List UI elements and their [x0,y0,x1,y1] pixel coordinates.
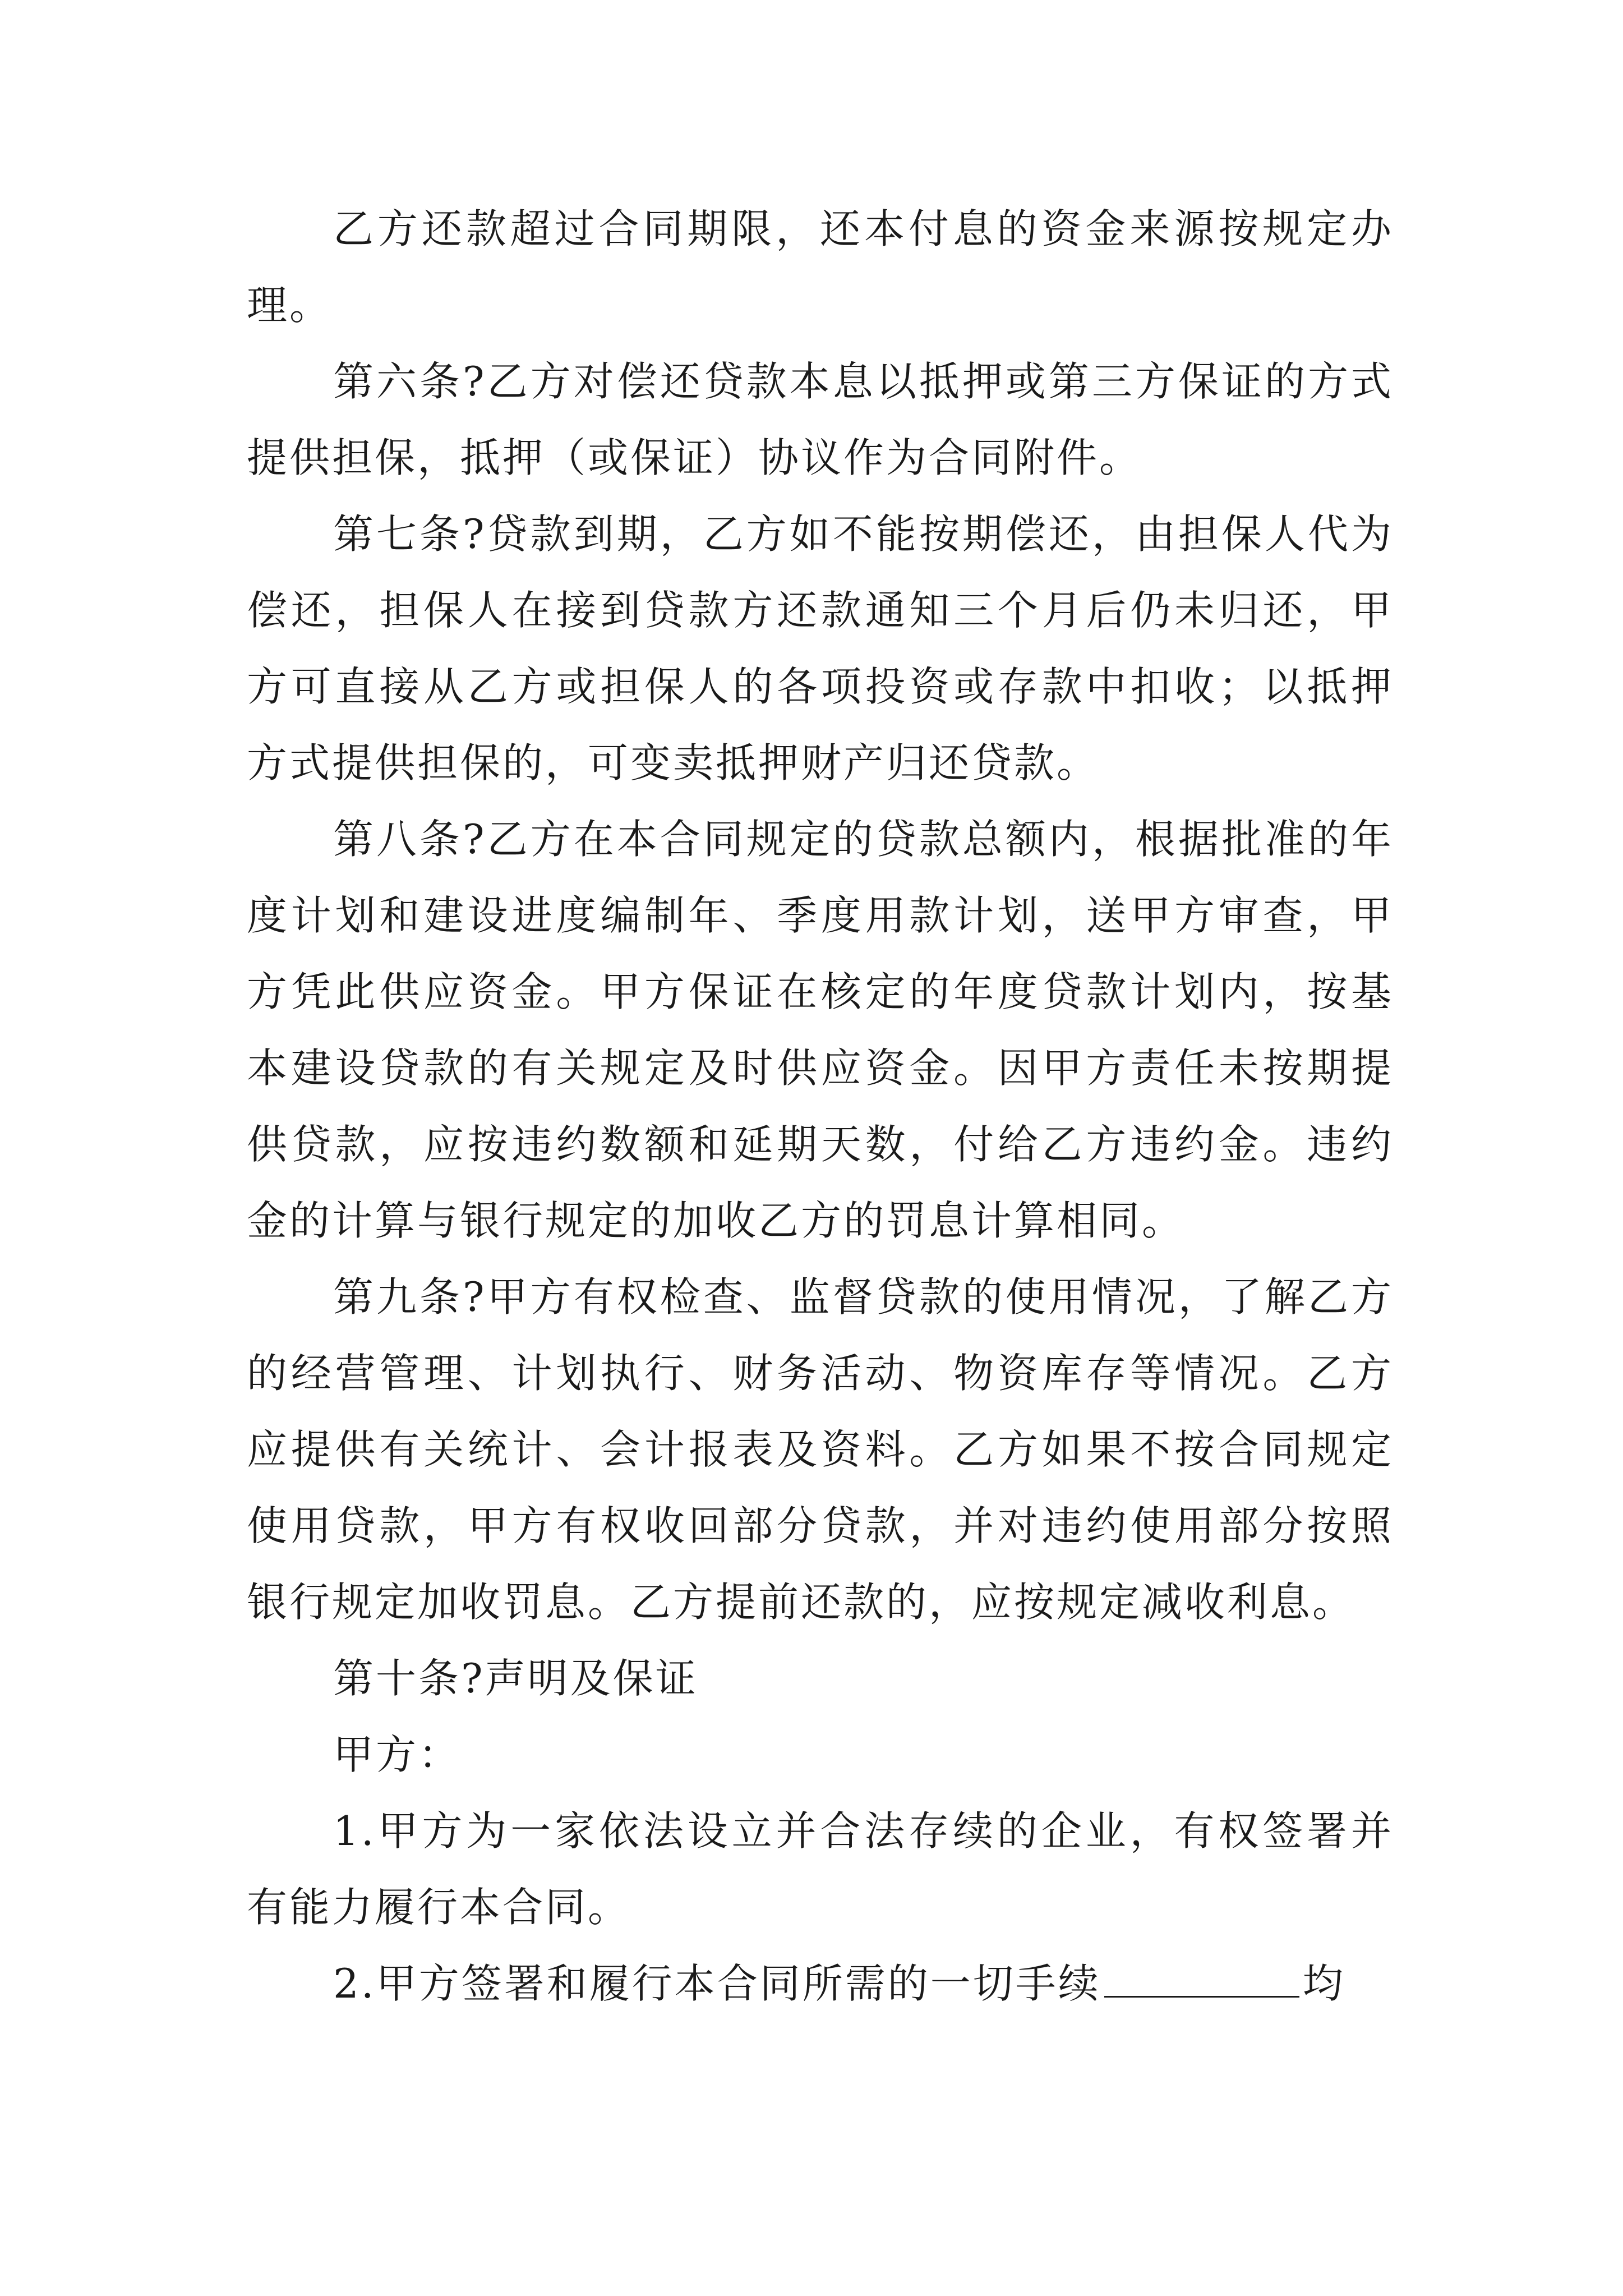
paragraph-party-a-label: 甲方： [333,1731,462,1778]
paragraph-article-6: 第六条?乙方对偿还贷款本息以抵押或第三方保证的方式提供担保，抵押（或保证）协议作为合同附件。 [247,358,1394,481]
paragraph-article-10-heading: 第十条?声明及保证 [333,1655,698,1702]
paragraph-article-7: 第七条?贷款到期，乙方如不能按期偿还，由担保人代为偿还，担保人在接到贷款方还款通知三个月后仍未归还，甲方可直接从乙方或担保人的各项投资或存款中扣收；以抵押方式提供担保的，可变卖抵押财产归还贷款。 [247,510,1394,786]
paragraph-article-9: 第九条?甲方有权检查、监督贷款的使用情况，了解乙方的经营管理、计划执行、财务活动、物资库存等情况。乙方应提供有关统计、会计报表及资料。乙方如果不按合同规定使用贷款，甲方有权收回部分贷款，并对违约使用部分按照银行规定加收罚息。乙方提前还款的，应按规定减收利息。 [247,1273,1394,1626]
document-body [247,191,1394,2022]
paragraph-article-8: 第八条?乙方在本合同规定的贷款总额内，根据批准的年度计划和建设进度编制年、季度用款计划，送甲方审查，甲方凭此供应资金。甲方保证在核定的年度贷款计划内，按基本建设贷款的有关规定及时供应资金。因甲方责任未按期提供贷款，应按违约数额和延期天数，付给乙方违约金。违约金的计算与银行规定的加收乙方的罚息计算相同。 [247,816,1394,1244]
paragraph-repayment-funds: 乙方还款超过合同期限，还本付息的资金来源按规定办理。 [247,205,1394,329]
fill-in-blank [1104,1955,1299,1998]
paragraph-clause-2 [247,1945,1394,2022]
paragraph-clause-1: 1.甲方为一家依法设立并合法存续的企业，有权签署并有能力履行本合同。 [247,1807,1394,1931]
clause-2-text: 2.甲方签署和履行本合同所需的一切手续 [333,1960,1101,2007]
clause-2-text-end: 均 [1302,1960,1345,2007]
